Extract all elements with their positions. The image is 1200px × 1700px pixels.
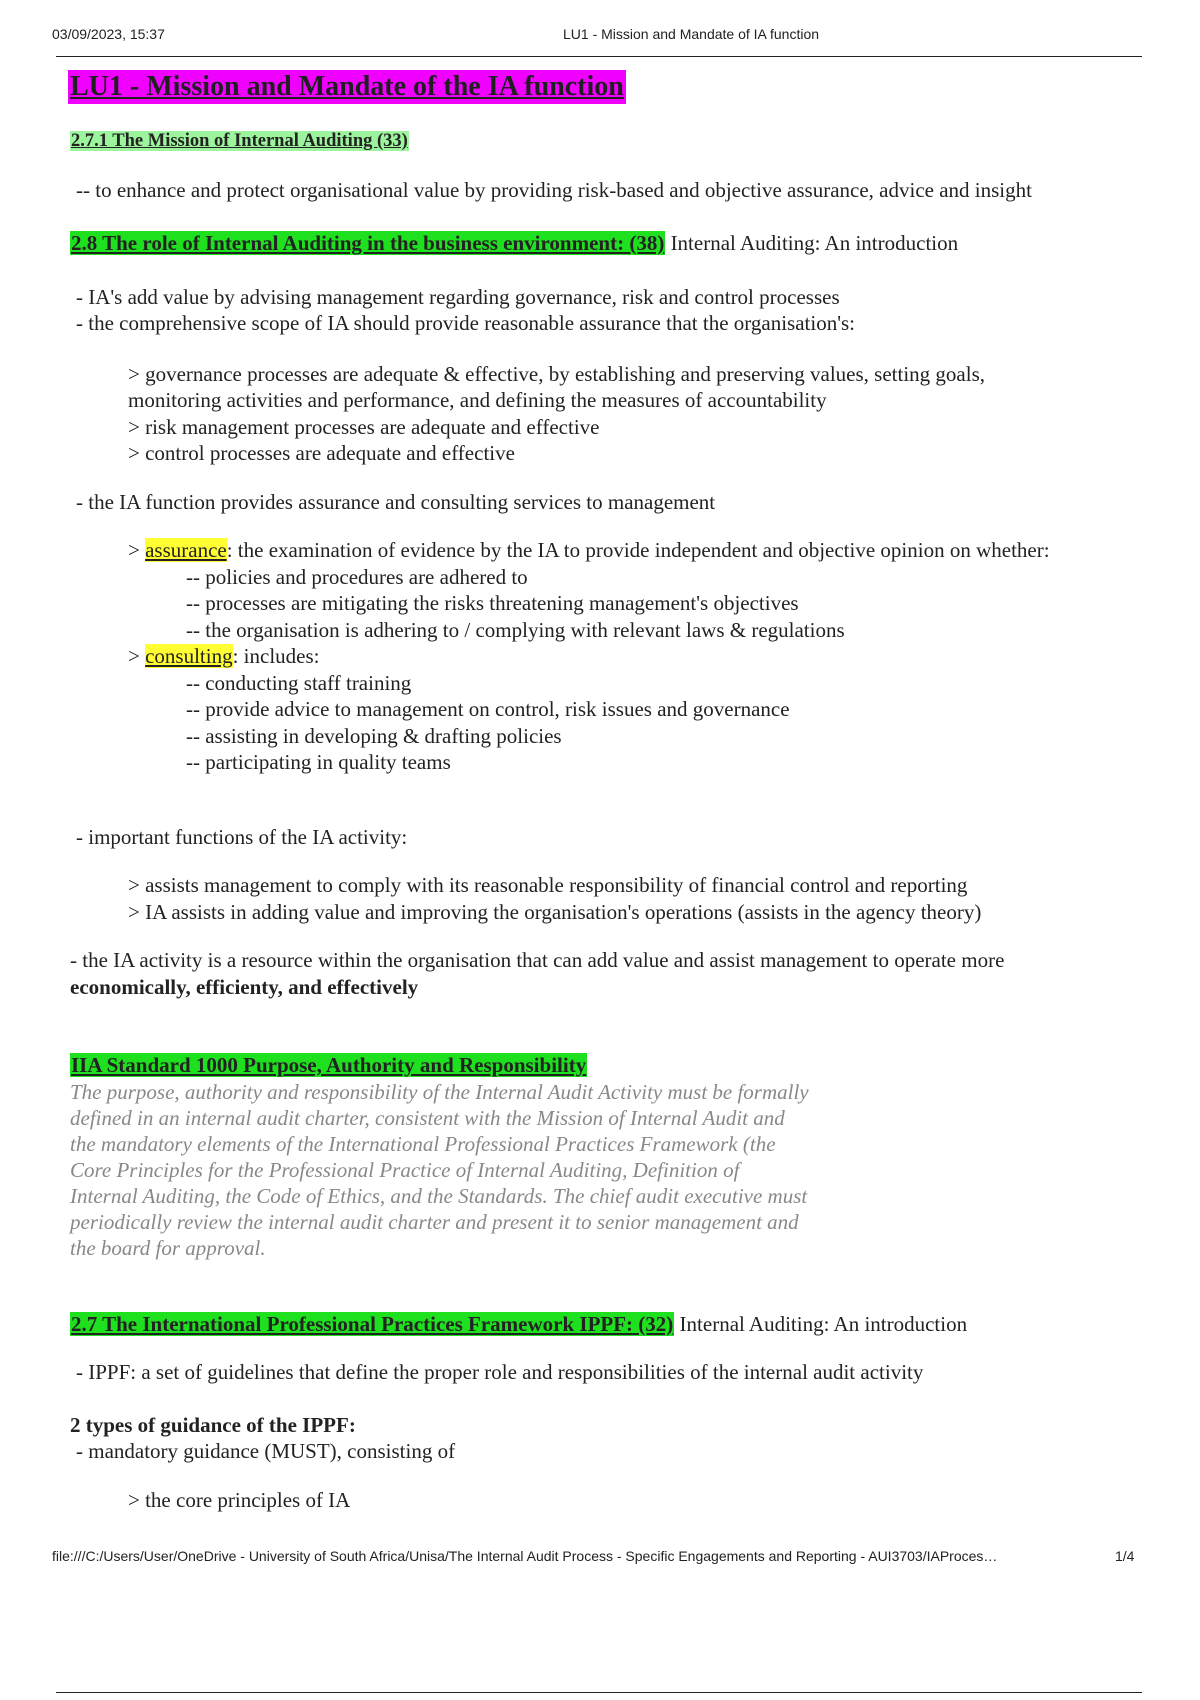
print-timestamp: 03/09/2023, 15:37 bbox=[52, 26, 165, 42]
sub-consulting bbox=[70, 643, 1150, 670]
sub-governance-1: > governance processes are adequate & effective, by establishing and preserving values, setting goals, bbox=[128, 361, 985, 386]
document-body bbox=[70, 70, 1150, 1513]
types-of-guidance-heading: 2 types of guidance of the IPPF: bbox=[70, 1412, 356, 1437]
heading-standard-1000: IIA Standard 1000 Purpose, Authority and Responsibility bbox=[71, 1053, 587, 1077]
consulting-item-1: -- conducting staff training bbox=[186, 670, 412, 695]
assurance-definition: : the examination of evidence by the IA to provide independent and objective opinion on whether: bbox=[226, 538, 1050, 562]
heading-2-8-tail: Internal Auditing: An introduction bbox=[665, 231, 959, 255]
sub-assurance bbox=[70, 537, 1150, 564]
consulting-item-3: -- assisting in developing & drafting policies bbox=[186, 723, 562, 748]
consulting-definition: : includes: bbox=[232, 644, 320, 668]
bullet-ippf-definition: - IPPF: a set of guidelines that define the proper role and responsibilities of the internal audit activity bbox=[76, 1360, 924, 1384]
consulting-term: consulting bbox=[145, 644, 233, 668]
assurance-term: assurance bbox=[145, 538, 227, 562]
heading-2-7: 2.7 The International Professional Practices Framework IPPF: (32) bbox=[71, 1311, 674, 1336]
function-item-1: > assists management to comply with its reasonable responsibility of financial control and reporting bbox=[128, 873, 968, 897]
function-item-2: > IA assists in adding value and improving the organisation's operations (assists in the agency theory) bbox=[128, 899, 982, 924]
consulting-prefix: > bbox=[128, 644, 146, 668]
page-title: LU1 - Mission and Mandate of the IA function bbox=[70, 71, 624, 102]
bullet-resource-bold: economically, efficienty, and effectively bbox=[70, 974, 419, 999]
consulting-item-2: -- provide advice to management on control, risk issues and governance bbox=[186, 697, 790, 721]
bullet-services: - the IA function provides assurance and consulting services to management bbox=[76, 489, 716, 514]
standard-1000-quote: The purpose, authority and responsibility of the Internal Audit Activity must be formally defined in an internal audit charter, consistent with the Mission of Internal Audit and the mandatory elements of the International Professional Practices Framework (the Core Principles for the Professional Practice of Internal Auditing, Definition of Internal Auditing, the Code of Ethics, and the Standards. The chief audit executive must periodically review the internal audit charter and present it to senior management and the board for approval. bbox=[70, 1079, 809, 1260]
bullet-ia-add-value: - IA's add value by advising management regarding governance, risk and control processes bbox=[76, 284, 840, 309]
assurance-item-3: -- the organisation is adhering to / complying with relevant laws & regulations bbox=[186, 617, 845, 642]
print-file-path: file:///C:/Users/User/OneDrive - University of South Africa/Unisa/The Internal Audit Process - Specific Engagements and Reporting - AUI3703/IAProces… bbox=[52, 1548, 998, 1564]
header-rule bbox=[56, 56, 1142, 57]
bullet-important-functions: - important functions of the IA activity: bbox=[76, 824, 408, 849]
assurance-item-2: -- processes are mitigating the risks threatening management's objectives bbox=[186, 591, 799, 615]
heading-2-7-1: 2.7.1 The Mission of Internal Auditing (33) bbox=[71, 131, 408, 151]
assurance-item-1: -- policies and procedures are adhered to bbox=[186, 564, 528, 589]
bullet-resource: - the IA activity is a resource within the organisation that can add value and assist management to operate more bbox=[70, 948, 1005, 972]
bullet-mandatory-guidance: - mandatory guidance (MUST), consisting of bbox=[76, 1439, 456, 1463]
heading-2-8: 2.8 The role of Internal Auditing in the business environment: (38) bbox=[71, 231, 665, 255]
footer-rule bbox=[56, 1692, 1142, 1693]
sub-governance-2: monitoring activities and performance, and defining the measures of accountability bbox=[128, 388, 827, 412]
sub-risk-management: > risk management processes are adequate and effective bbox=[128, 414, 600, 439]
assurance-prefix: > bbox=[128, 538, 146, 562]
heading-2-7-tail: Internal Auditing: An introduction bbox=[674, 1311, 968, 1336]
sub-control: > control processes are adequate and effective bbox=[128, 441, 515, 465]
consulting-item-4: -- participating in quality teams bbox=[186, 750, 451, 774]
mission-text: -- to enhance and protect organisational value by providing risk-based and objective assurance, advice and insight bbox=[76, 177, 1032, 202]
print-document-title: LU1 - Mission and Mandate of IA function bbox=[563, 26, 820, 42]
bullet-scope: - the comprehensive scope of IA should provide reasonable assurance that the organisation's: bbox=[76, 311, 855, 335]
sub-core-principles: > the core principles of IA bbox=[128, 1487, 351, 1512]
print-page-number: 1/4 bbox=[1115, 1548, 1135, 1564]
